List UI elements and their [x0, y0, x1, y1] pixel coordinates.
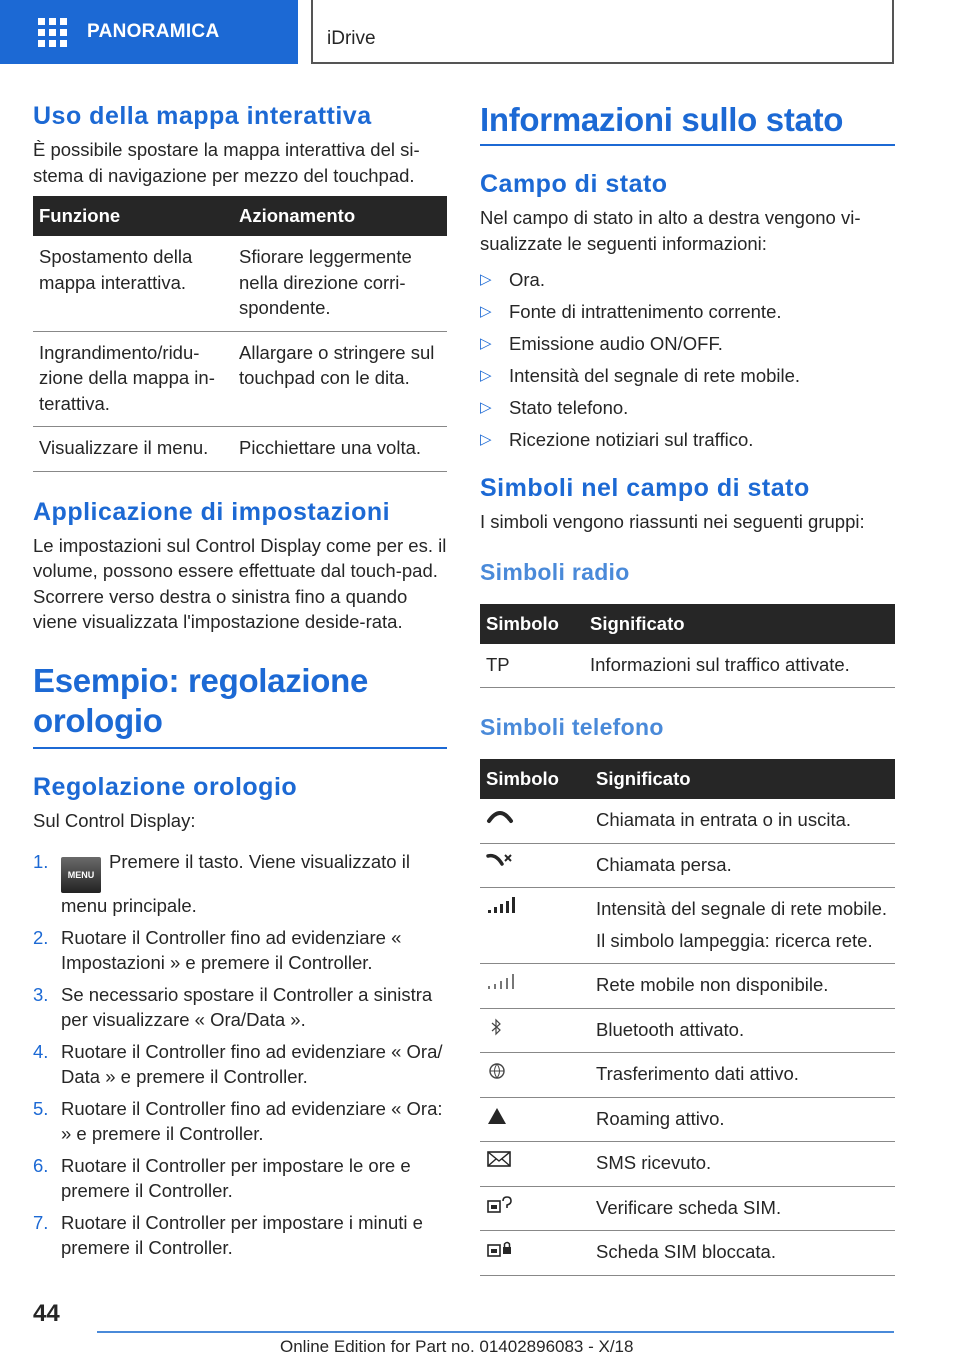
- step-text: Se necessario spostare il Controller a sinistra per visualizzare « Ora/Data ».: [61, 983, 433, 1030]
- map-heading: Uso della mappa interattiva: [33, 102, 372, 130]
- field-heading: Campo di stato: [480, 170, 668, 198]
- step-text: Ruotare il Controller fino ad evidenziare « Ora: » e premere il Controller.: [61, 1097, 443, 1144]
- symbols-heading: Simboli nel campo di stato: [480, 474, 810, 502]
- step-number: 5.: [33, 1097, 49, 1119]
- list-item: ▷ Emissione audio ON/OFF.: [480, 328, 895, 360]
- list-item: [33, 1210, 447, 1261]
- table-row: [480, 1186, 895, 1231]
- table-cell: Ingrandimento/ridu-zione della mappa in-terattiva.: [33, 331, 233, 427]
- table-cell: Spostamento della mappa interattiva.: [33, 236, 233, 331]
- signal-strength-icon: [486, 896, 516, 914]
- table-row: [480, 964, 895, 1009]
- step-text: Ruotare il Controller per impostare i minuti e premere il Controller.: [61, 1211, 423, 1258]
- footer-divider: [97, 1331, 894, 1333]
- step-text: Ruotare il Controller per impostare le ore e premere il Controller.: [61, 1154, 411, 1201]
- clock-intro: Sul Control Display:: [33, 809, 196, 831]
- table-cell: Trasferimento dati attivo.: [590, 1053, 895, 1098]
- edition-note: Online Edition for Part no. 01402896083 - X/18: [280, 1337, 634, 1356]
- grid-menu-icon: [38, 18, 67, 47]
- list-item: ▷ Ricezione notiziari sul traffico.: [480, 424, 895, 456]
- table-cell: Verificare scheda SIM.: [590, 1186, 895, 1231]
- map-table: [33, 196, 447, 472]
- step-number: 7.: [33, 1211, 49, 1233]
- overview-nav-label: PANORAMICA: [87, 21, 220, 42]
- step-text: Ruotare il Controller fino ad evidenziare « Impostazioni » e premere il Controller.: [61, 926, 402, 973]
- table-row: [33, 331, 447, 427]
- table-row: [480, 644, 895, 688]
- table-cell: Allargare o stringere sul touchpad con le dita.: [233, 331, 447, 427]
- table-row: [480, 1053, 895, 1098]
- table-row: [480, 1008, 895, 1053]
- settings-text: Le impostazioni sul Control Display come per es. il volume, possono essere effettuate dal touch-pad. Scorrere verso destra o sinistra fino a quando viene visualizzata l'impostazione deside-rata.: [33, 534, 447, 632]
- step-number: 2.: [33, 926, 49, 948]
- table-row: [480, 843, 895, 888]
- radio-heading: Simboli radio: [480, 558, 630, 585]
- no-network-icon: [486, 972, 516, 990]
- data-transfer-icon: [486, 1061, 508, 1081]
- left-column: [33, 100, 447, 1267]
- list-item: [33, 982, 447, 1033]
- map-table-header-action: Azionamento: [233, 196, 447, 236]
- sim-locked-icon: [486, 1239, 514, 1259]
- radio-table-header-meaning: Significato: [584, 604, 895, 644]
- example-heading: Esempio: regolazione orologio: [33, 661, 447, 749]
- radio-table: [480, 604, 895, 689]
- list-item: [33, 1096, 447, 1147]
- radio-table-header-symbol: Simbolo: [480, 604, 584, 644]
- step-text: Ruotare il Controller fino ad evidenziare « Ora/ Data » e premere il Controller.: [61, 1040, 443, 1087]
- field-intro: Nel campo di stato in alto a destra vengono vi-sualizzate le seguenti informazioni:: [480, 207, 861, 254]
- table-cell: Chiamata in entrata o in uscita.: [590, 799, 895, 843]
- missed-call-icon: [486, 852, 514, 870]
- step-number: 1.: [33, 851, 49, 872]
- overview-nav-button[interactable]: [0, 0, 298, 64]
- map-table-header-function: Funzione: [33, 196, 233, 236]
- phone-table-header-meaning: Significato: [590, 759, 895, 799]
- symbols-intro: I simboli vengono riassunti nei seguenti gruppi:: [480, 511, 865, 532]
- table-row: [480, 888, 895, 964]
- map-intro: È possibile spostare la mappa interattiva del si-stema di navigazione per mezzo del touchpad.: [33, 139, 420, 186]
- table-row: [480, 1231, 895, 1276]
- phone-heading: Simboli telefono: [480, 714, 664, 740]
- step-number: 4.: [33, 1040, 49, 1062]
- section-title: iDrive: [327, 28, 376, 49]
- table-cell: Sfiorare leggermente nella direzione corri-spondente.: [233, 236, 447, 331]
- sms-icon: [486, 1150, 512, 1168]
- table-cell: Picchiettare una volta.: [233, 427, 447, 472]
- step-number: 3.: [33, 983, 49, 1005]
- table-cell: SMS ricevuto.: [590, 1142, 895, 1187]
- section-header: [311, 0, 894, 64]
- bluetooth-icon: [486, 1017, 506, 1037]
- phone-table-header-symbol: Simbolo: [480, 759, 590, 799]
- table-cell: Visualizzare il menu.: [33, 427, 233, 472]
- right-column: [480, 100, 895, 1276]
- table-cell-note: Il simbolo lampeggia: ricerca rete.: [596, 929, 873, 951]
- table-row: [480, 1097, 895, 1142]
- list-item: ▷ Intensità del segnale di rete mobile.: [480, 360, 895, 392]
- step-number: 6.: [33, 1154, 49, 1176]
- table-cell: Rete mobile non disponibile.: [590, 964, 895, 1009]
- clock-heading: Regolazione orologio: [33, 772, 298, 801]
- table-row: [480, 799, 895, 843]
- table-cell: Roaming attivo.: [590, 1097, 895, 1142]
- list-item: ▷ Ora.: [480, 264, 895, 296]
- menu-button-icon: MENU: [61, 857, 101, 893]
- list-item: ▷ Stato telefono.: [480, 392, 895, 424]
- list-item: [33, 925, 447, 976]
- table-cell: Bluetooth attivato.: [590, 1008, 895, 1053]
- settings-heading: Applicazione di impostazioni: [33, 497, 391, 526]
- table-row: [33, 427, 447, 472]
- field-list: [480, 264, 895, 456]
- list-item: [33, 1039, 447, 1090]
- table-cell: Intensità del segnale di rete mobile.: [596, 898, 888, 919]
- page-number: 44: [33, 1300, 60, 1327]
- list-item: [33, 849, 447, 919]
- phone-table: [480, 759, 895, 1276]
- table-row: [33, 236, 447, 331]
- table-row: [480, 1142, 895, 1187]
- table-cell: Scheda SIM bloccata.: [590, 1231, 895, 1276]
- list-item: ▷ Fonte di intrattenimento corrente.: [480, 296, 895, 328]
- roaming-icon: [486, 1106, 508, 1126]
- table-cell: Informazioni sul traffico attivate.: [584, 644, 895, 688]
- check-sim-icon: [486, 1195, 514, 1215]
- table-cell: TP: [480, 644, 584, 688]
- clock-steps: [33, 849, 447, 1261]
- list-item: [33, 1153, 447, 1204]
- step-text: Premere il tasto. Viene visualizzato il menu principale.: [61, 851, 410, 916]
- status-heading: Informazioni sullo stato: [480, 100, 895, 146]
- phone-call-icon: [486, 807, 514, 825]
- table-cell: Chiamata persa.: [590, 843, 895, 888]
